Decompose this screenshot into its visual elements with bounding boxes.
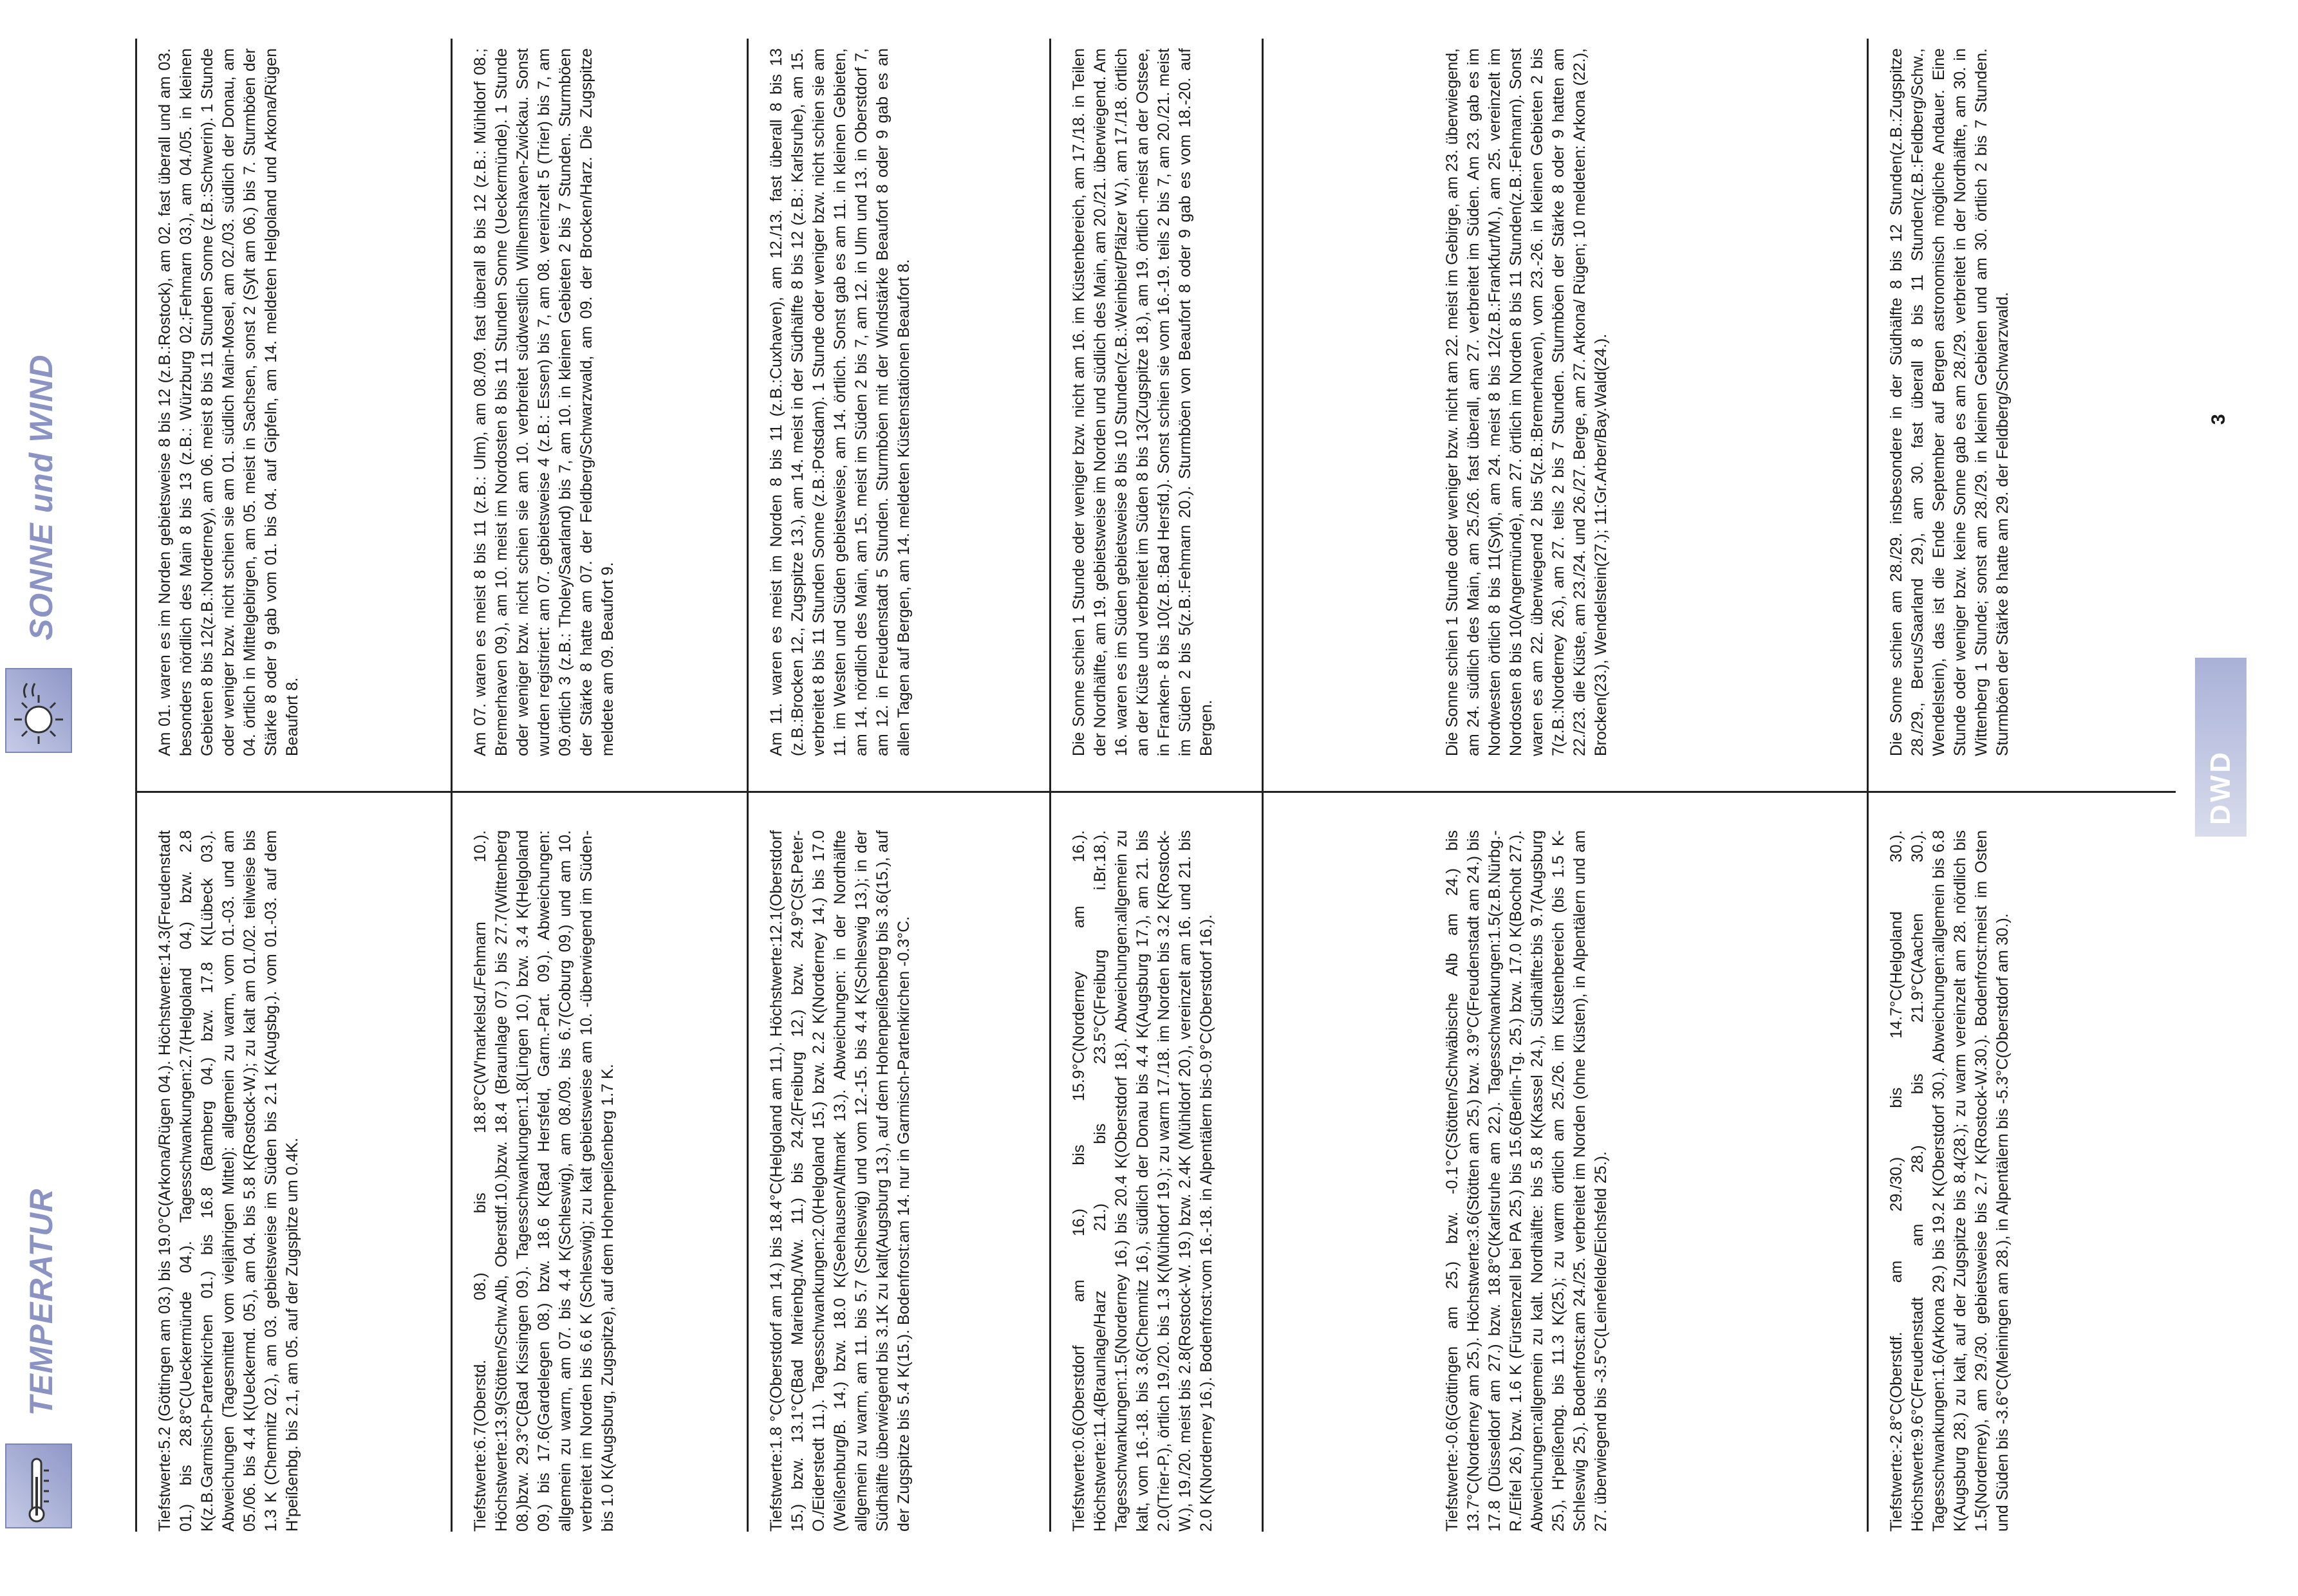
row-divider [747, 39, 749, 1532]
temperatur-paragraph-2: Tiefstwerte:6.7(Oberstd. 08.) bis 18.8°C(W'markelsd./Fehmarn 10.). Höchstwerte:13.9(Stötten/Schw.Alb, Oberstdf.10.)bzw. 18.4 (Braunlage 07.) bis 27.7(Wittenberg 08.)bzw. 29.3°C(Bad Kissingen 09.). Tagesschwankungen:1.8(Lingen 10.) bzw. 3.4 K(Helgoland 09.) bis 17.6(Gardelegen 08.) bzw. 18.6 K(Bad Hersfeld, Garm.-Part. 09.). Abweichungen: allgemein zu warm, am 07. bis 4.4 K(Schleswig), am 08./09. bis 6.7(Coburg 09.) und am 10. verbreitet im Norden bis 6.6 K (Schleswig); zu kalt gebietsweise am 10. -überwiegend im Süden- bis 1.0 K(Augsburg, Zugspitze), auf dem Hohenpeißenberg 1.7 K. [471, 830, 617, 1532]
temperatur-header [0, 830, 97, 1532]
thermometer-icon [5, 1443, 72, 1528]
temperatur-paragraph-3: Tiefstwerte:1.8 °C(Oberstdorf am 14.) bis 18.4°C(Helgoland am 11.). Höchstwerte:12.1(Oberstdorf 15.) bzw. 13.1°C(Bad Marienbg./Ww. 11.) bis 24.2(Freiburg 12.) bzw. 24.9°C(St.Peter-O./Eiderstedt 11.). Tagesschwankungen:2.0(Helgoland 15.) bzw. 2.2 K(Norderney 14.) bis 17.0 (Weißenburg/B. 14.) bzw. 18.0 K(Seehausen/Altmark 13.). Abweichungen: in der Nordhälfte allgemein zu warm, am 11. bis 5.7 (Schleswig) und vom 12.-15. bis 4.4 K(Schleswig 13.); in der Südhälfte überwiegend bis 3.1K zu kalt(Augsburg 13.), auf dem Hohenpeißenberg bis 3.6(15.), auf der Zugspitze bis 5.4 K(15.). Bodenfrost:am 14. nur in Garmisch-Partenkirchen -0.3°C. [767, 830, 913, 1532]
temperatur-title: TEMPERATUR [23, 1188, 59, 1416]
row-divider [1262, 39, 1264, 1532]
sonne-paragraph-3: Am 11. waren es meist im Norden 8 bis 11 (z.B.:Cuxhaven), am 12./13. fast überall 8 bis 13 (z.B.:Brocken 12., Zugspitze 13.), am 14. meist in der Südhälfte 8 bis 12 (z.B.: Karlsruhe), am 15. verbreitet 8 bis 11 Stunden Sonne (z.B.:Potsdam). 1 Stunde oder weniger bzw. nicht schien sie am 11. im Westen und Süden gebietsweise, am 14. örtlich. Sonst gab es am 11. in kleinen Gebieten, am 14. nördlich des Main, am 15. meist im Süden 2 bis 7, am 12. in Ulm und 13. in Oberstdorf 7, am 12. in Freudenstadt 5 Stunden. Sturmböen mit der Windstärke Beaufort 8 oder 9 gab es an allen Tagen auf Bergen, am 14. meldeten Küstenstationen Beaufort 8. [767, 48, 913, 756]
sun-wind-icon [5, 668, 72, 753]
row-divider [1049, 39, 1051, 1532]
row-divider [451, 39, 453, 1532]
temperatur-paragraph-4: Tiefstwerte:0.6(Oberstdorf am 16.) bis 15.9°C(Norderney am 16.). Höchstwerte:11.4(Braunlage/Harz 21.) bis 23.5°C(Freiburg i.Br.18.). Tagesschwankungen:1.5(Norderney 16.) bis 20.4 K(Oberstdorf 18.). Abweichungen:allgemein zu kalt, vom 16.-18. bis 3.6(Chemnitz 16.), südlich der Donau bis 4.4 K(Augsburg 17.), am 21. bis 2.0(Trier-P.), örtlich 19./20. bis 1.3 K(Mühldorf 19.); zu warm 17./18. im Norden bis 3.2 K(Rostock-W.), 19./20. meist bis 2.8(Rostock-W. 19.) bzw. 2.4K (Mühldorf 20.), vereinzelt am 16. und 21. bis 2.0 K(Norderney 16.). Bodenfrost:vom 16.-18. in Alpentälern bis-0.9°C(Oberstdorf 16.). [1070, 830, 1215, 1532]
sonne-wind-header [0, 48, 97, 756]
temperatur-paragraph-1: Tiefstwerte:5.2 (Göttingen am 03.) bis 19.0°C(Arkona/Rügen 04.). Höchstwerte:14.3(Freudenstadt 01.) bis 28.8°C(Ueckermünde 04.). Tagesschwankungen:2.7(Helgoland 04.) bzw. 2.8 K(z.B.Garmisch-Partenkirchen 01.) bis 16.8 (Bamberg 04.) bzw. 17.8 K(Lübeck 03.). Abweichungen (Tagesmittel vom vieljährigen Mittel): allgemein zu warm, vom 01.-03. und am 05./06. bis 4.4 K(Ueckermd. 05.), am 04. bis 5.8 K(Rostock-W.); zu kalt am 01./02. teilweise bis 1.3 K (Chemnitz 02.), am 03. gebietsweise im Süden bis 2.1 K(Augsbg.). vom 01.-03. auf dem H'peißenbg. bis 2.1, am 05. auf der Zugspitze um 0.4K. [156, 830, 301, 1532]
dwd-footer-label: DWD 09/02 [2195, 658, 2247, 837]
column-divider [135, 791, 2176, 793]
footer [2189, 386, 2288, 837]
temperatur-paragraph-5: Tiefstwerte:-0.6(Göttingen am 25.) bzw. -0.1°C(Stötten/Schwäbische Alb am 24.) bis 13.7°C(Norderney am 25.). Höchstwerte:3.6(Stötten am 25.) bzw. 3.9°C(Freudenstadt am 24.) bis 17.8 (Düsseldorf am 27.) bzw. 18.8°C(Karlsruhe am 22.). Tagesschwankungen:1.5(z.B.Nürbg.-R./Eifel 26.) bzw. 1.6 K (Fürstenzell bei PA 25.) bis 15.6(Berlin-Tg. 25.) bzw. 17.0 K(Bocholt 27.). Abweichungen:allgemein zu kalt. Nordhälfte: bis 5.8 K(Kassel 24.), Südhälfte:bis 9.7(Augsburg 25.), H'peißenbg. bis 11.3 K(25.); zu warm örtlich am 25./26. im Küstenbereich (bis 1.5 K-Schleswig 25.). Bodenfrost:am 24./25. verbreitet im Norden (ohne Küsten), in Alpentälern und am 27. überwiegend bis -3.5°C(Leinefelde/Eichsfeld 25.). [1443, 830, 1610, 1532]
sonne-wind-title: SONNE und WIND [23, 354, 59, 640]
page-number: 3 [2208, 414, 2229, 425]
sonne-paragraph-6: Die Sonne schien am 28./29. insbesondere in der Südhälfte 8 bis 12 Stunden(z.B.:Zugspitze 28./29., Berus/Saarland 29.), am 30. fast überall 8 bis 11 Stunden(z.B.:Feldberg/Schw., Wendelstein), das ist die Ende September auf Bergen astronomisch mögliche Andauer. Eine Stunde oder weniger bzw. keine Sonne gab es am 28./29. verbreitet in der Nordhälfte, am 30. in Wittenberg 1 Stunde; sonst am 28./29. in kleinen Gebieten und am 30. örtlich 2 bis 7 Stunden. Sturmböen der Stärke 8 hatte am 29. der Feldberg/Schwarzwald. [1887, 48, 2012, 756]
row-divider [135, 39, 137, 1532]
row-divider [1867, 39, 1869, 1532]
sonne-paragraph-1: Am 01. waren es im Norden gebietsweise 8 bis 12 (z.B.:Rostock), am 02. fast überall und am 03. besonders nördlich des Main 8 bis 13 (z.B.: Würzburg 02.;Fehmarn 03.), am 04./05. in kleinen Gebieten 8 bis 12(z.B.:Norderney), am 06. meist 8 bis 11 Stunden Sonne (z.B.:Schwerin). 1 Stunde oder weniger bzw. nicht schien sie am 01. südlich Main-Mosel, am 02./03. südlich der Donau, am 04. örtlich in Mittelgebirgen, am 05. meist in Sachsen, sonst 2 (Sylt am 06.) bis 7. Sturmböen der Stärke 8 oder 9 gab vom 01. bis 04. auf Gipfeln, am 14. meldeten Helgoland und Arkona/Rügen Beaufort 8. [156, 48, 301, 756]
sonne-paragraph-4: Die Sonne schien 1 Stunde oder weniger bzw. nicht am 16. im Küstenbereich, am 17./18. in Teilen der Nordhälfte, am 19. gebietsweise im Norden und südlich des Main, am 20./21. überwiegend. Am 16. waren es im Süden gebietsweise 8 bis 10 Stunden(z.B.:Weinbiet/Pfälzer W.), am 17./18. örtlich an der Küste und verbreitet im Süden 8 bis 13(Zugspitze 18.), am 19. örtlich -meist an der Ostsee, in Franken- 8 bis 10(z.B.:Bad Hersfd.). Sonst schien sie vom 16.-19. teils 2 bis 7, am 20./21. meist im Süden 2 bis 5(z.B.:Fehmarn 20.). Sturmböen von Beaufort 8 oder 9 gab es vom 18.-20. auf Bergen. [1070, 48, 1215, 756]
sonne-paragraph-2: Am 07. waren es meist 8 bis 11 (z.B.: Ulm), am 08./09. fast überall 8 bis 12 (z.B.: Mühldorf 08.; Bremerhaven 09.), am 10. meist im Nordosten 8 bis 11 Stunden Sonne (Ueckermünde). 1 Stunde oder weniger bzw. nicht schien sie am 10. verbreitet südwestlich Wilhemshaven-Zwickau. Sonst wurden registriert: am 07. gebietsweise 4 (z.B.: Essen) bis 7, am 08. vereinzelt 5 (Trier) bis 7, am 09.örtlich 3 (z.B.: Tholey/Saarland) bis 7, am 10. in kleinen Gebieten 2 bis 7 Stunden. Sturmböen der Stärke 8 hatte am 07. der Feldberg/Schwarzwald, am 09. der Brocken/Harz. Die Zugspitze meldete am 09. Beaufort 9. [471, 48, 617, 756]
sonne-paragraph-5: Die Sonne schien 1 Stunde oder weniger bzw. nicht am 22. meist im Gebirge, am 23. überwiegend, am 24. südlich des Main, am 25./26. fast überall, am 27. verbreitet im Süden. Am 23. gab es im Nordwesten örtlich 8 bis 11(Sylt), am 24. meist 8 bis 12(z.B.:Frankfurt/M.), am 25. vereinzelt im Nordosten 8 bis 10(Angermünde), am 27. örtlich im Norden 8 bis 11 Stunden(z.B.:Fehmarn). Sonst waren es am 22. überwiegend 2 bis 5(z.B.:Bremerhaven), vom 23.-26. in kleinen Gebieten 2 bis 7(z.B.:Norderney 26.), am 27. teils 2 bis 7 Stunden. Sturmböen der Stärke 8 oder 9 hatten am 22./23. die Küste, am 23./24. und 26./27. Berge, am 27. Arkona/ Rügen; 10 meldeten: Arkona (22.), Brocken(23.), Wendelstein(27.); 11:Gr.Arber/Bay.Wald(24.). [1443, 48, 1610, 756]
temperatur-paragraph-6: Tiefstwerte:-2.8°C(Oberstdf. am 29./30.) bis 14.7°C(Helgoland 30.). Höchstwerte:9.6°C(Freudenstadt am 28.) bis 21.9°C(Aachen 30.). Tagesschwankungen:1.6(Arkona 29.) bis 19.2 K(Oberstdorf 30.). Abweichungen:allgemein bis 6.8 K(Augsburg 28.) zu kalt, auf der Zugspitze bis 8.4(28.); zu warm vereinzelt am 28. nördlich bis 1.5(Norderney), am 29./30. gebietsweise bis 2.7 K(Rostock-W.30.). Bodenfrost:meist im Osten und Süden bis -3.6°C(Meiningen am 28.), in Alpentälern bis -5.3°C(Oberstdorf am 30.). [1887, 830, 2012, 1532]
